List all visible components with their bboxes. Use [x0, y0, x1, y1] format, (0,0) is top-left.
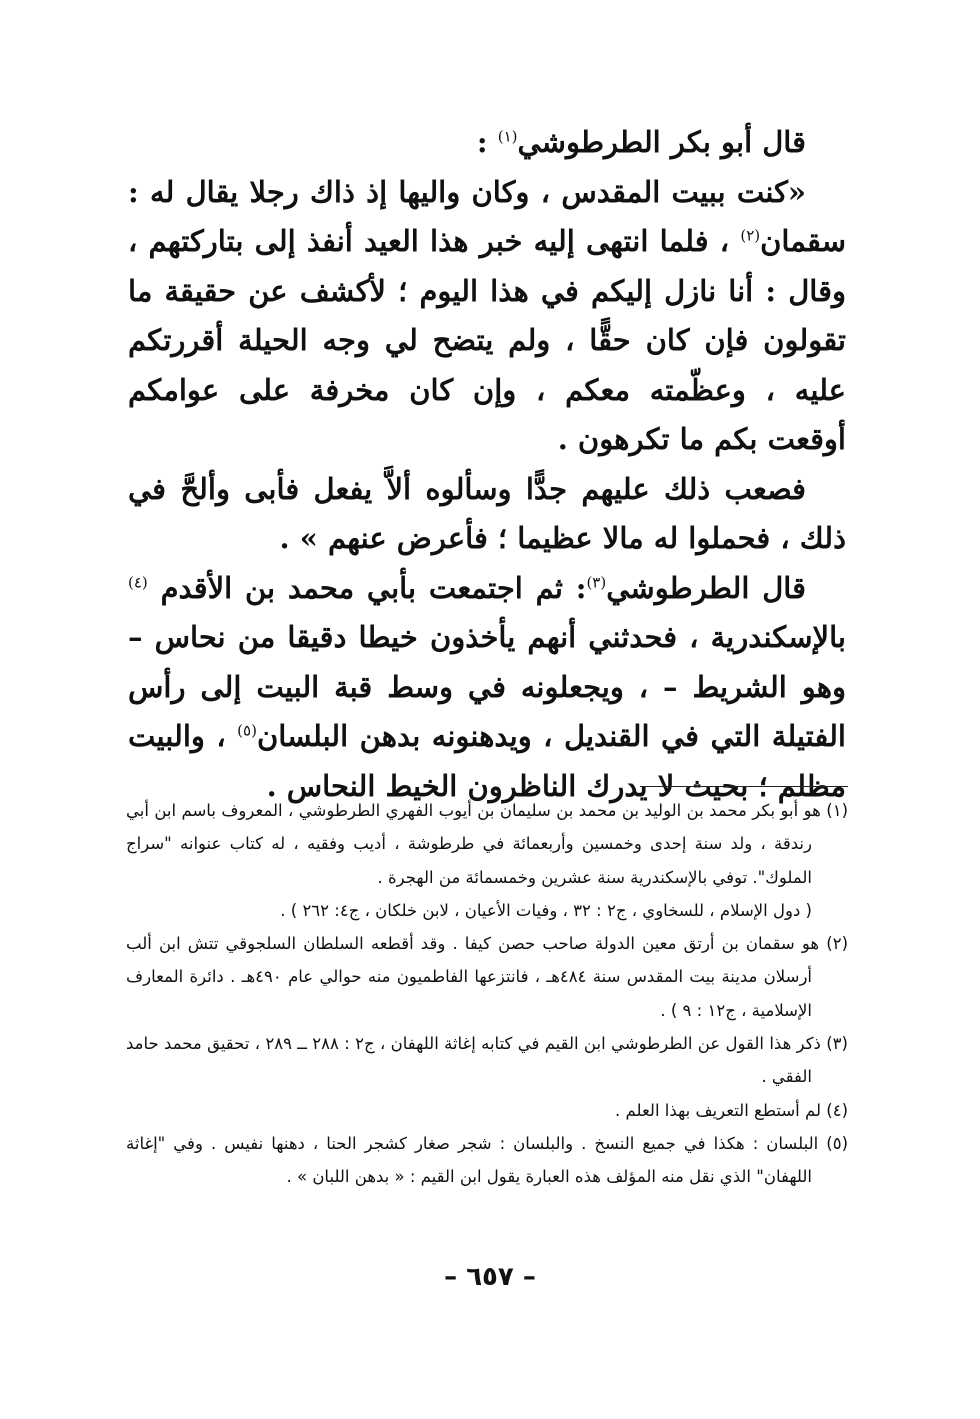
paragraph-4-text-d: ، والبيت مظلم ؛ بحيث لا يدرك الناظرون الخيط النحاس . — [128, 719, 846, 803]
footnote-ref-3: (٣) — [586, 572, 607, 591]
footnotes — [126, 794, 848, 1194]
footnote-ref-1: (١) — [497, 127, 518, 146]
footnote-text: ذكر هذا القول عن الطرطوشي ابن القيم في كتابه إغاثة اللهفان ، ج٢ : ٢٨٨ ــ ٢٨٩ ، تحقيق محمد حامد الفقي . — [126, 1034, 821, 1087]
paragraph-2-text-a: «كنت ببيت المقدس ، وكان واليها إذ ذاك رجلا يقال له : سقمان — [128, 174, 846, 258]
footnote-2 — [126, 927, 848, 1027]
footnote-text: هو أبو بكر محمد بن الوليد بن محمد بن سليمان بن أيوب الفهري الطرطوشي ، المعروف باسم ابن أبي رندقة ، ولد سنة إحدى وخمسين وأربعمائة في طرطوشة ، أديب وفقيه ، له كتاب عنوانه "سراج الملوك". توفي بالإسكندرية سنة عشرين وخمسمائة من الهجرة . — [126, 801, 821, 887]
paragraph-3: فصعب ذلك عليهم جدًّا وسألوه ألاَّ يفعل فأبى وألحَّ في ذلك ، فحملوا له مالا عظيما ؛ فأعرض عنهم » . — [128, 471, 846, 555]
footnote-3 — [126, 1027, 848, 1094]
paragraph-4-text-c: بالإسكندرية ، فحدثني أنهم يأخذون خيطا دقيقا من نحاس – وهو الشريط – ، ويجعلونه في وسط قبة البيت إلى رأس الفتيلة التي في القنديل ، ويدهنونه بدهن البلسان — [128, 620, 846, 753]
paragraph-4 — [128, 564, 846, 812]
paragraph-4-text-a: قال الطرطوشي — [606, 570, 806, 605]
footnote-number: (٤) — [826, 1100, 848, 1120]
footnote-divider — [640, 786, 848, 787]
footnote-reference-text: ( دول الإسلام ، للسخاوي ، ج٢ : ٣٢ ، وفيات الأعيان ، لابن خلكان ، ج٤: ٢٦٢ ) . — [280, 900, 812, 920]
footnote-5 — [126, 1127, 848, 1194]
footnote-text: البلسان : هكذا في جميع النسخ . والبلسان : شجر صغار كشجر الحنا ، دهنها نفيس . وفي "إغاثة اللهفان" الذي نقل منه المؤلف هذه العبارة يقول ابن القيم : « بدهن اللبان » . — [126, 1133, 819, 1187]
paragraph-1-text: قال أبو بكر الطرطوشي — [517, 125, 806, 159]
paragraph-1 — [128, 118, 846, 168]
footnote-text: هو سقمان بن أرتق معين الدولة صاحب حصن كيفا . وقد أقطعه السلطان السلجوقي تتش ابن ألب أرسلان مدينة بيت المقدس سنة ٤٨٤هـ ، فانتزعها الفاطميون منه حوالي عام ٤٩٠هـ . دائرة المعارف الإسلامية ، ج١٢ : ٩ ) . — [126, 934, 820, 1020]
footnote-number: (١) — [826, 801, 849, 820]
page-number: – ٦٥٧ – — [444, 1262, 536, 1292]
paragraph-2 — [128, 168, 846, 465]
paragraph-2-text-b: ، فلما انتهى إليه خبر هذا العيد أنفذ إلى بتاركتهم ، وقال : أنا نازل إليكم في هذا اليوم ؛ لأكشف عن حقيقة ما تقولون فإن كان حقًّا ، ولم يتضح لي وجه الحيلة أقررتكم عليه ، وعظّمته معكم ، وإن كان مخرفة على عوامكم أوقعت بكم ما تكرهون . — [128, 224, 846, 456]
paragraph-1-tail: : — [476, 125, 488, 159]
footnote-4 — [126, 1094, 848, 1127]
footnote-ref-4: (٤) — [128, 572, 148, 591]
footnote-ref-2: (٢) — [740, 226, 761, 245]
footnote-number: (٢) — [826, 934, 848, 954]
footnote-number: (٣) — [826, 1034, 848, 1054]
footnote-1-reference — [126, 894, 848, 927]
footnote-1 — [126, 794, 848, 894]
paragraph-4-text-b: : ثم اجتمعت بأبي محمد بن الأقدم — [160, 570, 587, 605]
footnote-number: (٥) — [826, 1133, 849, 1153]
main-text — [128, 118, 846, 811]
footnote-ref-5: (٥) — [237, 721, 257, 740]
footnote-text: لم أستطع التعريف بهذا العلم . — [615, 1100, 821, 1120]
